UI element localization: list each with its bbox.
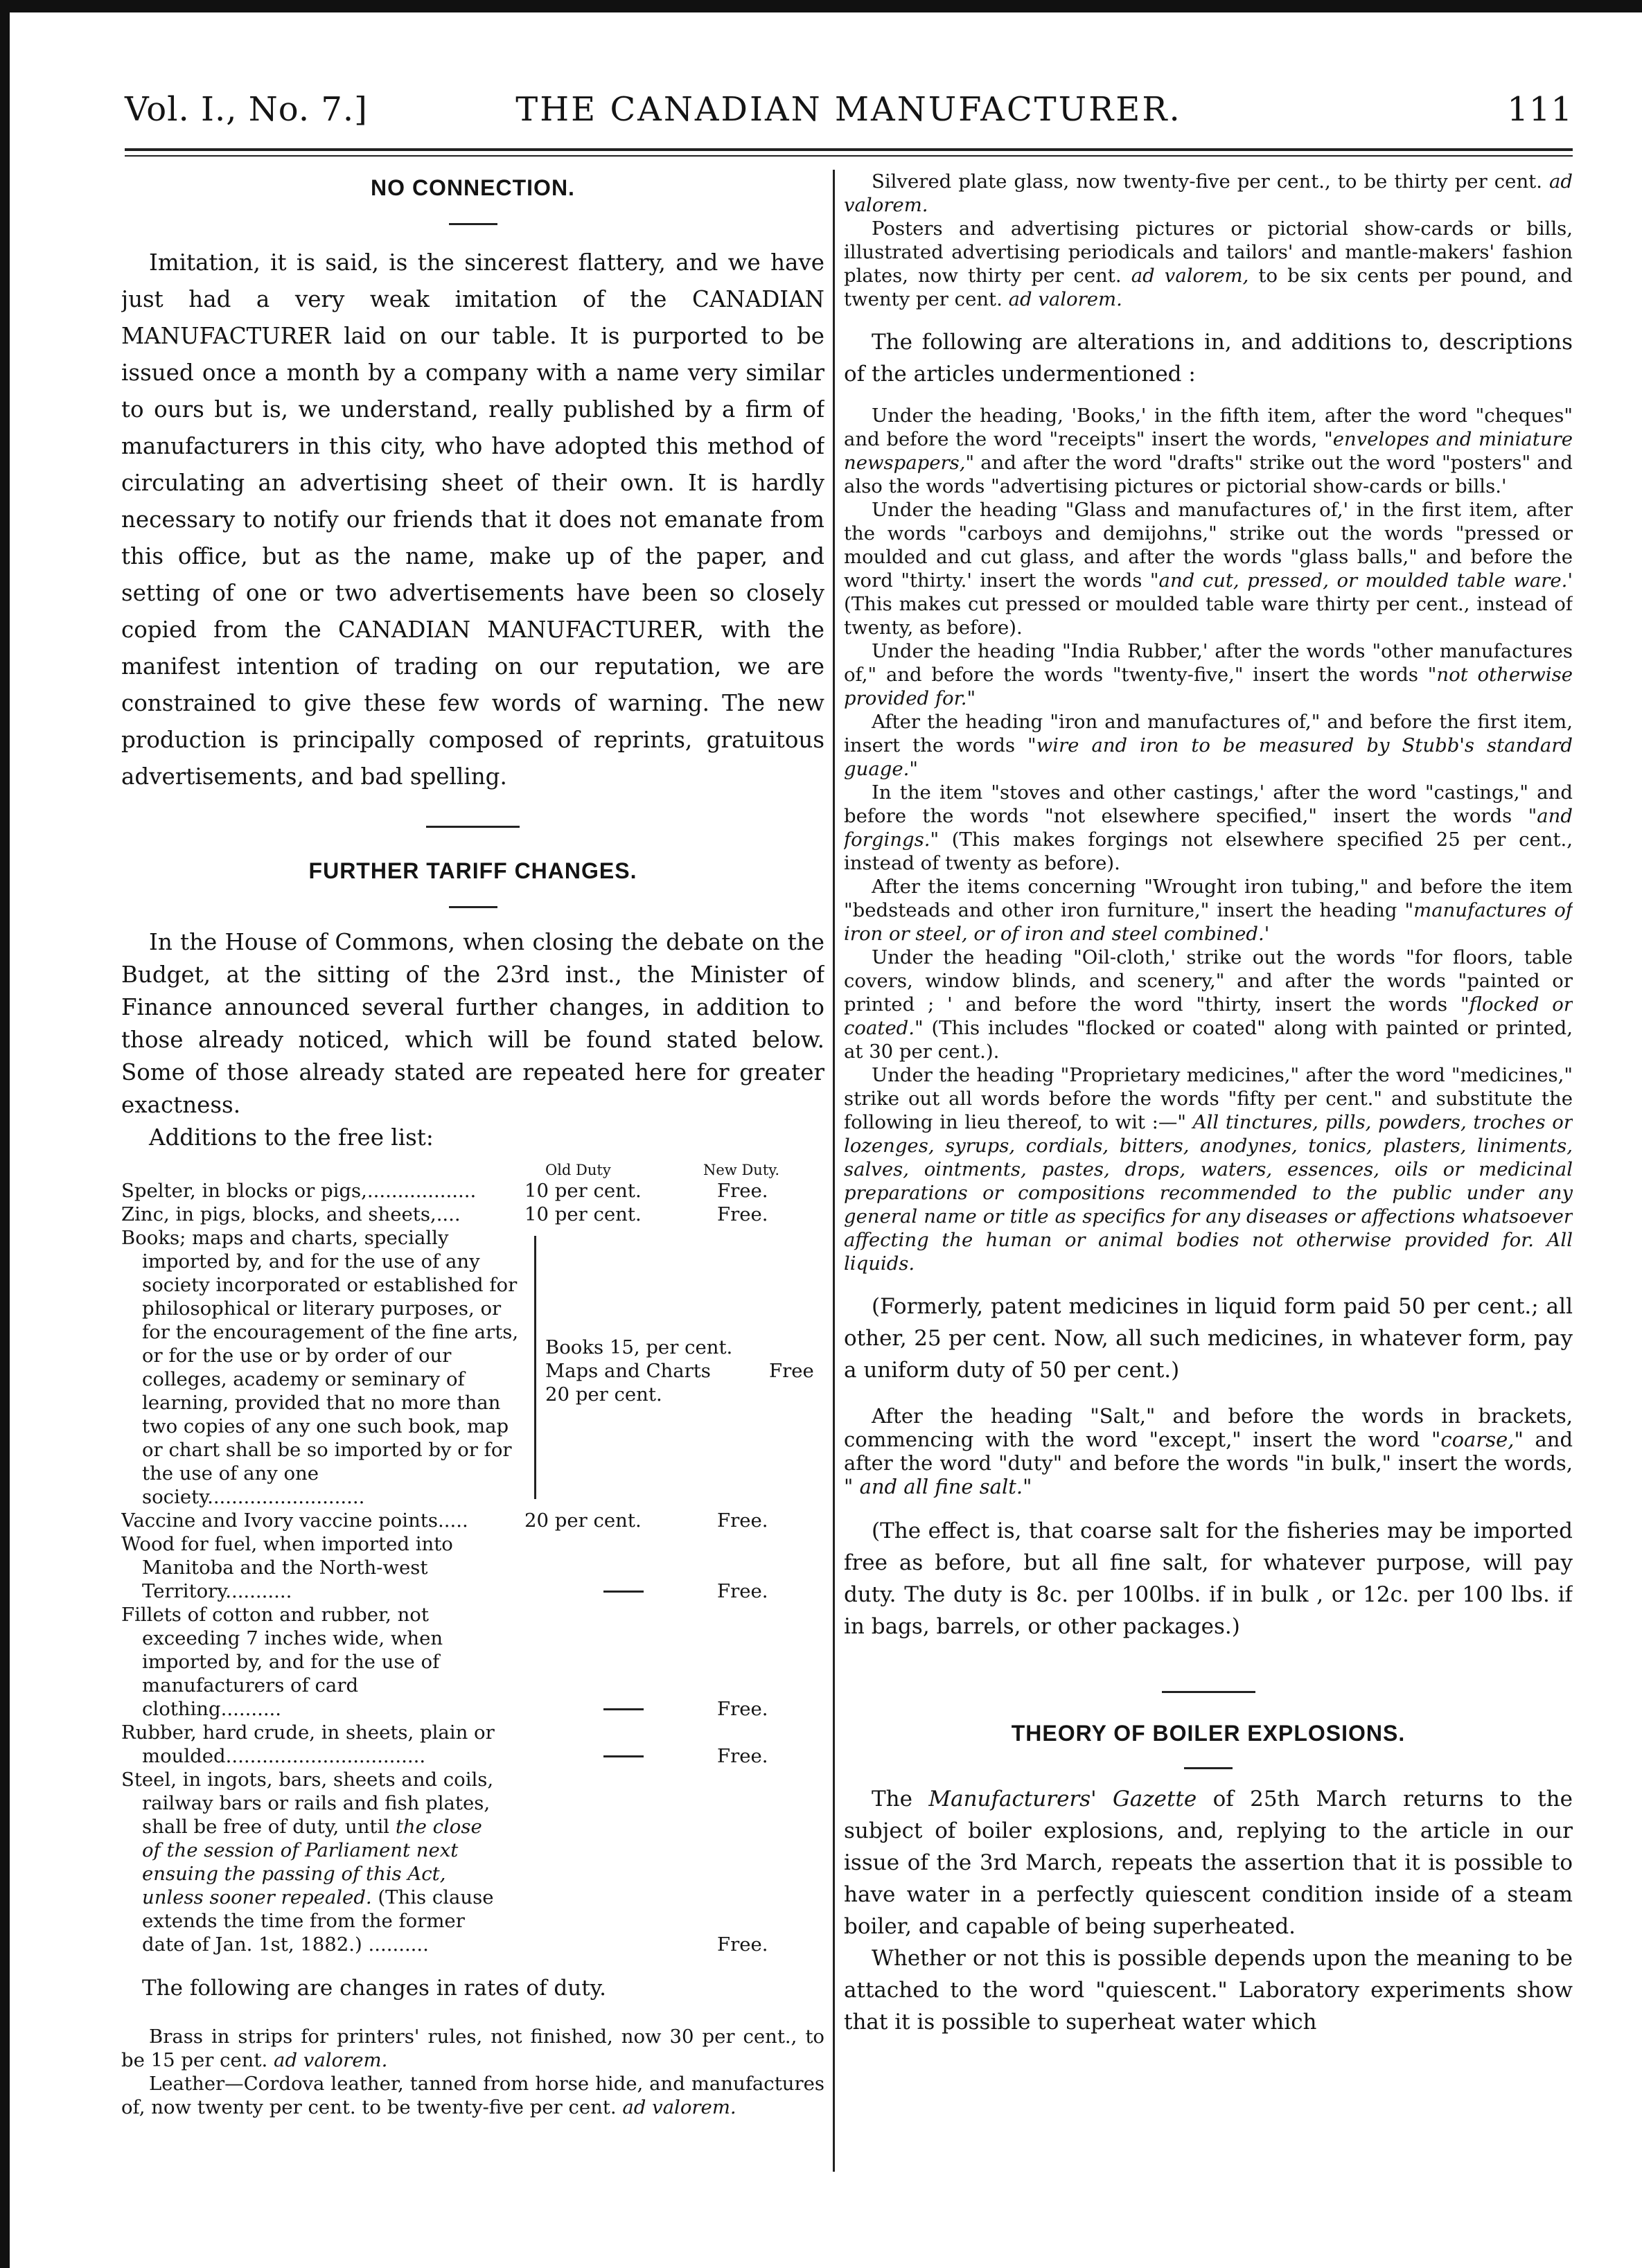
page-header xyxy=(125,90,1573,139)
boiler-italic: Manufacturers' Gazette xyxy=(928,1787,1197,1811)
row-new-duty: Free. xyxy=(717,1933,768,1956)
column-divider xyxy=(833,170,835,2172)
alteration-text: ' xyxy=(1264,923,1270,945)
row-item: Books; maps and charts, specially imported by, and for the use of any society incorporated or established for philosophical or literary purposes, or for the encouragement of the fine arts, or for the use or by order of our colleges, academy or seminary of learning, provided that no more than two copies of any one such book, map or chart shall be so imported by or for the use of any one society.......................... xyxy=(121,1227,519,1508)
row-item xyxy=(121,1768,502,1956)
plate-glass-paragraph xyxy=(844,170,1573,217)
row-new-duty: Free. xyxy=(717,1580,768,1602)
right-column xyxy=(844,170,1573,2199)
alteration-text: After the items concerning "Wrought iron tubing," and before the item "bedsteads and other iron furniture," insert the heading " xyxy=(844,876,1573,921)
leather-paragraph xyxy=(121,2072,824,2119)
section-rule xyxy=(449,906,497,908)
table-row xyxy=(121,1532,824,1603)
section-rule xyxy=(1162,1691,1255,1693)
alteration-text: In the item "stoves and other castings,' after the word "castings," and before the words "not elsewhere specified," insert the words " xyxy=(844,781,1573,827)
dash-mark xyxy=(603,1755,644,1757)
books-old-line: Books 15, per cent. xyxy=(545,1336,733,1358)
alteration-text: Under the heading "India Rubber,' after the words "other manufactures of," and before the words "twenty-five," insert the words " xyxy=(844,640,1573,686)
posters-paragraph xyxy=(844,217,1573,311)
alteration-paragraph xyxy=(844,710,1573,781)
table-row xyxy=(121,1226,824,1509)
page-number: 111 xyxy=(1507,90,1573,129)
books-old-line: Maps and Charts xyxy=(545,1360,711,1382)
new-duty-header: New Duty. xyxy=(703,1162,780,1178)
posters-italic: ad valorem, xyxy=(1131,265,1249,287)
salt-paragraph xyxy=(844,1404,1573,1498)
alteration-paragraph xyxy=(844,498,1573,639)
alterations-list xyxy=(844,404,1573,1275)
leather-text: Leather—Cordova leather, tanned from horse hide, and manufactures of, now twenty per cent. to be twenty-five per cent. xyxy=(121,2073,824,2118)
table-row xyxy=(121,1179,824,1203)
alteration-text: " (This includes "flocked or coated" along with painted or printed, at 30 per cent.). xyxy=(844,1017,1573,1063)
alteration-italic: envelopes and miniature newspapers, xyxy=(844,428,1573,474)
salt-text: " and after the word "duty" and before the words "in bulk," insert the words, " xyxy=(844,1428,1573,1498)
row-new-duty: Free. xyxy=(717,1203,768,1225)
salt-text: " xyxy=(1023,1475,1032,1498)
alteration-paragraph xyxy=(844,875,1573,946)
alteration-italic: manufactures of iron or steel, or of iron and steel combined. xyxy=(844,899,1573,945)
alteration-text: " xyxy=(909,758,918,780)
alteration-text: ' (This makes cut pressed or moulded table ware thirty per cent., instead of twenty, as before). xyxy=(844,569,1573,639)
steel-text-2: (This clause extends the time from the former date of Jan. 1st, 1882.) .......... xyxy=(142,1886,494,1956)
alteration-text: " xyxy=(966,687,976,709)
dash-mark xyxy=(603,1708,644,1710)
table-row xyxy=(121,1203,824,1226)
alteration-italic: and forgings. xyxy=(844,805,1573,851)
alteration-italic: not otherwise provided for. xyxy=(844,664,1573,709)
left-border xyxy=(0,0,10,2268)
section-rule xyxy=(449,223,497,225)
alterations-intro: The following are alterations in, and additions to, descriptions of the articles undermentioned : xyxy=(844,330,1573,387)
row-old-duty xyxy=(545,1336,753,1406)
brass-paragraph xyxy=(121,2025,824,2072)
section-rule xyxy=(426,826,520,828)
row-new-duty: Free xyxy=(769,1360,814,1382)
dash-mark xyxy=(603,1591,644,1593)
posters-italic-2: ad valorem. xyxy=(1008,288,1122,310)
top-border xyxy=(0,0,1642,12)
formerly-paragraph: (Formerly, patent medicines in liquid form paid 50 per cent.; all other, 25 per cent. Now, all such medicines, in whatever form, pay a uniform duty of 50 per cent.) xyxy=(844,1294,1573,1383)
row-new-duty: Free. xyxy=(717,1509,768,1532)
alteration-paragraph xyxy=(844,946,1573,1063)
row-new-duty: Free. xyxy=(717,1698,768,1720)
table-row xyxy=(121,1721,824,1768)
books-old-line: 20 per cent. xyxy=(545,1383,662,1406)
tariff-intro: In the House of Commons, when closing the debate on the Budget, at the sitting of the 23rd inst., the Minister of Finance announced several further changes, in addition to those already noticed, which will be found stated below. Some of those already stated are repeated here for greater exactness. xyxy=(121,929,824,1118)
alteration-italic: wire and iron to be measured by Stubb's standard guage. xyxy=(844,734,1573,780)
boiler-text: of 25th March returns to the subject of boiler explosions, and, replying to the article in our issue of the 3rd March, repeats the assertion that it is possible to have water in a perfectly quiescent condition inside of a steam boiler, and capable of being superheated. xyxy=(844,1787,1573,1939)
row-item: Rubber, hard crude, in sheets, plain or moulded................................. xyxy=(121,1721,495,1767)
alteration-text: " (This makes forgings not elsewhere specified 25 per cent., instead of twenty as before). xyxy=(844,829,1573,874)
alteration-italic: flocked or coated. xyxy=(844,993,1573,1039)
brace xyxy=(534,1236,543,1499)
effect-paragraph: (The effect is, that coarse salt for the fisheries may be imported free as before, but all fine salt, for whatever purpose, will pay duty. The duty is 8c. per 100lbs. if in bulk , or 12c. per 100 lbs. if in bags, barrels, or other packages.) xyxy=(844,1518,1573,1639)
header-rule xyxy=(125,148,1573,151)
salt-italic: and all fine salt. xyxy=(859,1475,1023,1498)
free-list-label: Additions to the free list: xyxy=(149,1124,434,1151)
volume-number: Vol. I., No. 7.] xyxy=(125,90,368,129)
alteration-text: Under the heading "Glass and manufactures of,' in the first item, after the words "carboys and demijohns," strike out the words "pressed or moulded and cut glass, and after the words "glass balls," and before the word "thirty.' insert the words " xyxy=(844,499,1573,592)
posters-text-2: to be six cents per pound, and twenty per cent. xyxy=(844,265,1573,310)
alteration-paragraph xyxy=(844,781,1573,875)
alteration-text: Under the heading "Oil-cloth,' strike out the words "for floors, table covers, window blinds, and scenery," and after the words "painted or printed ; ' and before the word "thirty, insert the words " xyxy=(844,946,1573,1016)
row-item: Vaccine and Ivory vaccine points..... xyxy=(121,1509,468,1532)
posters-text: Posters and advertising pictures or pictorial show-cards or bills, illustrated advertising periodicals and tailors' and mantle-makers' fashion plates, now thirty per cent. xyxy=(844,218,1573,287)
alteration-text: After the heading "iron and manufactures of," and before the first item, insert the words " xyxy=(844,711,1573,756)
publication-title: THE CANADIAN MANUFACTURER. xyxy=(515,90,1182,129)
row-old-duty: 10 per cent. xyxy=(524,1180,642,1202)
boiler-text: The xyxy=(872,1787,929,1811)
old-duty-header: Old Duty xyxy=(545,1162,611,1178)
steel-italic: the close of the session of Parliament next ensuing the passing of this Act, unless sooner repealed. xyxy=(142,1816,482,1908)
row-item: Fillets of cotton and rubber, not exceeding 7 inches wide, when imported by, and for the use of manufacturers of card clothing.......... xyxy=(121,1604,443,1720)
no-connection-heading: NO CONNECTION. xyxy=(371,175,575,200)
row-new-duty: Free. xyxy=(717,1745,768,1767)
header-rule-thin xyxy=(125,155,1573,157)
alteration-italic: and cut, pressed, or moulded table ware. xyxy=(1158,569,1568,592)
table-header xyxy=(121,1154,824,1179)
brass-text: Brass in strips for printers' rules, not finished, now 30 per cent., to be 15 per cent. xyxy=(121,2026,824,2071)
row-item: Wood for fuel, when imported into Manitoba and the North-west Territory........... xyxy=(121,1533,453,1602)
boiler-heading: THEORY OF BOILER EXPLOSIONS. xyxy=(1011,1721,1406,1746)
alteration-text: Under the heading, 'Books,' in the fifth item, after the word "cheques" and before the word "receipts" insert the words, " xyxy=(844,405,1573,450)
alteration-text: " and after the word "drafts" strike out the word "posters" and also the words "advertising pictures or pictorial show-cards or bills.' xyxy=(844,452,1573,497)
free-list-table xyxy=(121,1154,824,1956)
row-item: Zinc, in pigs, blocks, and sheets,.... xyxy=(121,1203,461,1225)
alteration-paragraph xyxy=(844,404,1573,498)
tariff-heading: FURTHER TARIFF CHANGES. xyxy=(308,858,637,883)
brass-italic: ad valorem. xyxy=(274,2049,388,2071)
boiler-paragraph xyxy=(844,1783,1573,1942)
plate-italic: ad valorem. xyxy=(844,170,1573,216)
row-old-duty: 10 per cent. xyxy=(524,1203,642,1225)
salt-italic: coarse, xyxy=(1440,1428,1515,1451)
leather-italic: ad valorem. xyxy=(622,2096,736,2118)
changes-label: The following are changes in rates of duty. xyxy=(142,1976,606,2001)
alteration-italic: All tinctures, pills, powders, troches or lozenges, syrups, cordials, bitters, anodynes, tonics, plasters, liniments, salves, ointments, pastes, drops, waters, essences, oils or medicinal preparations or compositions recommended to the public under any general name or title as specifics for any diseases or affections whatsoever affecting the human or animal bodies not otherwise provided for. All liquids. xyxy=(844,1111,1573,1275)
row-item: Spelter, in blocks or pigs,.................. xyxy=(121,1180,477,1202)
salt-text: After the heading "Salt," and before the words in brackets, commencing with the word "except," insert the word " xyxy=(844,1404,1573,1451)
row-old-duty: 20 per cent. xyxy=(524,1509,642,1532)
steel-text: Steel, in ingots, bars, sheets and coils, railway bars or rails and fish plates, shall be free of duty, until xyxy=(121,1769,494,1838)
table-row xyxy=(121,1768,824,1956)
table-row xyxy=(121,1603,824,1721)
section-rule xyxy=(1184,1767,1233,1769)
table-row xyxy=(121,1509,824,1532)
left-column xyxy=(121,170,824,2199)
no-connection-body: Imitation, it is said, is the sincerest flattery, and we have just had a very weak imitation of the CANADIAN MANUFACTURER laid on our table. It is purported to be issued once a month by a company with a name very similar to ours but is, we understand, really published by a firm of manufacturers in this city, who have adopted this method of circulating an advertising sheet of their own. It is hardly necessary to notify our friends that it does not emanate from this office, but as the name, make up of the paper, and setting of one or two advertisements have been so closely copied from the CANADIAN MANUFACTURER, with the manifest intention of trading on our reputation, we are constrained to give these few words of warning. The new production is principally composed of reprints, gratuitous advertisements, and bad spelling. xyxy=(121,249,824,790)
boiler-paragraph-2: Whether or not this is possible depends upon the meaning to be attached to the word "quiescent." Laboratory experiments show that it is possible to superheat water which xyxy=(844,1946,1573,2035)
row-new-duty: Free. xyxy=(717,1180,768,1202)
alteration-paragraph xyxy=(844,639,1573,710)
alteration-text: Under the heading "Proprietary medicines," after the word "medicines," strike out all words before the words "fifty per cent." and substitute the following in lieu thereof, to wit :—" xyxy=(844,1064,1573,1133)
plate-text: Silvered plate glass, now twenty-five per cent., to be thirty per cent. xyxy=(872,170,1549,193)
alteration-paragraph xyxy=(844,1063,1573,1275)
